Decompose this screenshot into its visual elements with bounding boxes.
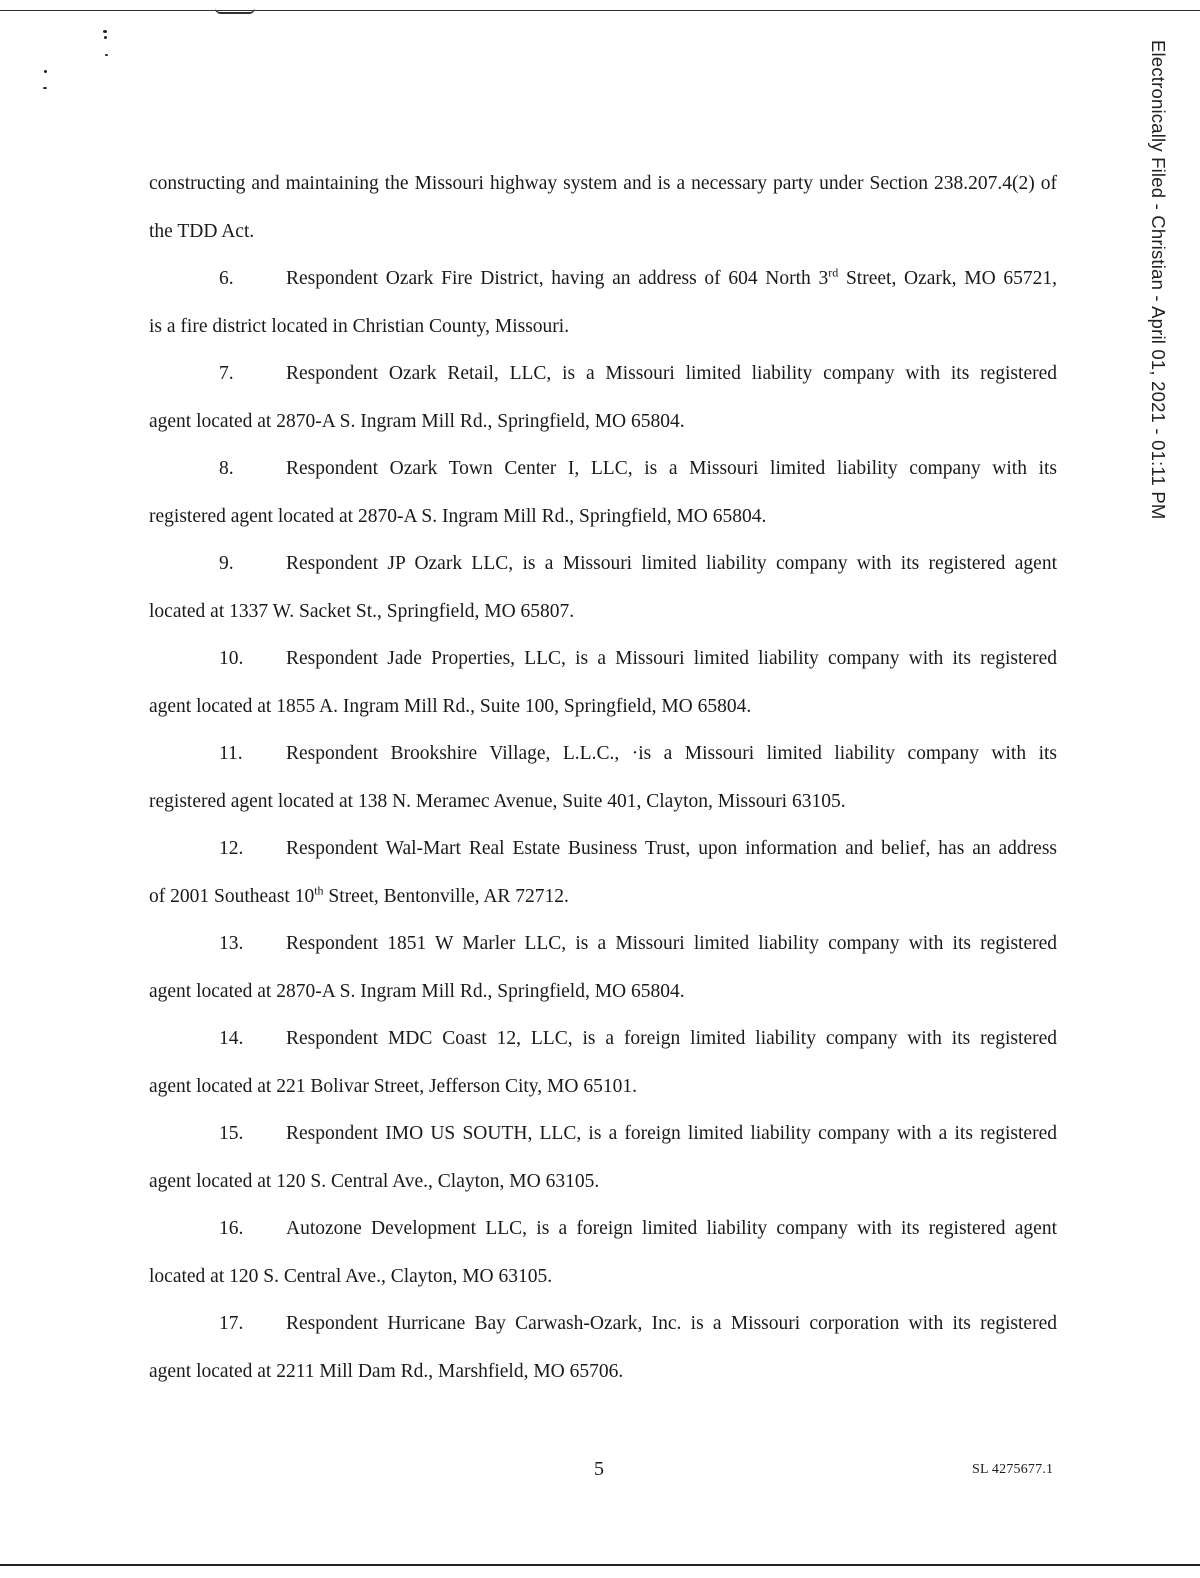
scan-speck <box>43 87 47 89</box>
paragraph-first-line <box>149 1205 1057 1253</box>
paragraph-continuation: agent located at 2870-A S. Ingram Mill Rd., Springfield, MO 65804. <box>149 980 685 1002</box>
paragraph-first-line <box>149 255 1057 303</box>
paragraph-first-line <box>149 730 1057 778</box>
paragraph-9 <box>149 540 1057 635</box>
paragraph-first-line <box>149 635 1057 683</box>
paragraph-number: 15. <box>219 1123 244 1144</box>
paragraph-11 <box>149 730 1057 825</box>
paragraph-15 <box>149 1110 1057 1205</box>
paragraph-continuation: agent located at 1855 A. Ingram Mill Rd., Suite 100, Springfield, MO 65804. <box>149 695 752 717</box>
scan-speck <box>105 54 108 56</box>
paragraph-number: 14. <box>219 1028 244 1049</box>
paragraph-continuation: agent located at 2211 Mill Dam Rd., Marshfield, MO 65706. <box>149 1360 624 1382</box>
paragraph-continuation: agent located at 221 Bolivar Street, Jefferson City, MO 65101. <box>149 1075 637 1097</box>
paragraph-first-line <box>149 1015 1057 1063</box>
paragraph-10 <box>149 635 1057 730</box>
scan-speck <box>44 70 47 73</box>
paragraph-continuation: agent located at 120 S. Central Ave., Clayton, MO 63105. <box>149 1170 600 1192</box>
intro-line-1: constructing and maintaining the Missouri highway system and is a necessary party under Section 238.207.4(2) <box>149 173 1035 194</box>
paragraph-text: Respondent Brookshire Village, L.L.C., ·is a Missouri limited liability company with its <box>286 743 1057 764</box>
paragraph-14 <box>149 1015 1057 1110</box>
document-body <box>149 160 1057 1395</box>
paragraph-text: Respondent 1851 W Marler LLC, is a Missouri limited liability company with its registered <box>286 933 1057 954</box>
electronic-filing-stamp: Electronically Filed - Christian - April 01, 2021 - 01:11 PM <box>1148 40 1169 520</box>
paragraph-first-line <box>149 1300 1057 1348</box>
paragraph-first-line <box>149 540 1057 588</box>
paragraph-first-line <box>149 1110 1057 1158</box>
paragraph-first-line <box>149 825 1057 873</box>
document-id: SL 4275677.1 <box>972 1462 1054 1477</box>
paragraph-number: 6. <box>219 268 234 289</box>
paragraph-number: 11. <box>219 743 243 764</box>
paragraph-7 <box>149 350 1057 445</box>
paragraph-text: Autozone Development LLC, is a foreign limited liability company with its registered agent <box>286 1218 1057 1239</box>
paragraph-continuation: located at 120 S. Central Ave., Clayton, MO 63105. <box>149 1265 553 1287</box>
scan-speck <box>103 30 107 33</box>
paragraph-continuation <box>149 873 1057 921</box>
intro-line-2: of the TDD Act. <box>149 173 1058 242</box>
paragraph-number: 12. <box>219 838 244 859</box>
ordinal-suffix: rd <box>828 265 839 280</box>
paragraph-8 <box>149 445 1057 540</box>
paragraph-first-line <box>149 445 1057 493</box>
paragraph-continuation: is a fire district located in Christian County, Missouri. <box>149 315 570 337</box>
paragraph-text: Respondent Ozark Retail, LLC, is a Missouri limited liability company with its registered <box>286 363 1057 384</box>
paragraph-text: Respondent Ozark Fire District, having an address of 604 North 3 <box>286 268 829 289</box>
bottom-scan-rule <box>0 1564 1200 1566</box>
paragraph-text: Respondent Ozark Town Center I, LLC, is a Missouri limited liability company with its <box>286 458 1057 479</box>
paragraph-text: Respondent IMO US SOUTH, LLC, is a foreign limited liability company with a its registered <box>286 1123 1057 1144</box>
paragraph-text: Respondent Wal-Mart Real Estate Business Trust, upon information and belief, has an address <box>286 838 1057 859</box>
paragraph-number: 10. <box>219 648 244 669</box>
scan-speck <box>104 36 107 39</box>
paragraph-text: Respondent JP Ozark LLC, is a Missouri limited liability company with its registered agent <box>286 553 1057 574</box>
paragraph-17 <box>149 1300 1057 1395</box>
paragraph-6 <box>149 255 1057 350</box>
paragraph-text: Respondent Jade Properties, LLC, is a Missouri limited liability company with its registered <box>286 648 1057 669</box>
paragraph-number: 17. <box>219 1313 244 1334</box>
paragraph-continuation: agent located at 2870-A S. Ingram Mill Rd., Springfield, MO 65804. <box>149 410 685 432</box>
paragraph-text: Respondent Hurricane Bay Carwash-Ozark, Inc. is a Missouri corporation with its registered <box>286 1313 1057 1334</box>
paragraph-continuation: located at 1337 W. Sacket St., Springfield, MO 65807. <box>149 600 575 622</box>
paragraph-first-line <box>149 920 1057 968</box>
paragraph-number: 16. <box>219 1218 244 1239</box>
paragraph-13 <box>149 920 1057 1015</box>
paragraph-12 <box>149 825 1057 920</box>
paragraph-number: 13. <box>219 933 244 954</box>
paragraph-continuation: registered agent located at 138 N. Meramec Avenue, Suite 401, Clayton, Missouri 63105. <box>149 790 846 812</box>
ordinal-suffix: th <box>314 883 324 897</box>
top-rule-notch <box>215 8 255 14</box>
paragraph-number: 7. <box>219 363 234 384</box>
paragraph-number: 9. <box>219 553 234 574</box>
paragraph-text: Respondent MDC Coast 12, LLC, is a foreign limited liability company with its registered <box>286 1028 1057 1049</box>
page-number: 5 <box>594 1458 604 1480</box>
paragraph-text: of 2001 Southeast 10 <box>149 885 315 907</box>
intro-continuation <box>149 160 1057 255</box>
paragraph-continuation: registered agent located at 2870-A S. Ingram Mill Rd., Springfield, MO 65804. <box>149 505 767 527</box>
paragraph-first-line <box>149 350 1057 398</box>
paragraph-text: Street, Bentonville, AR 72712. <box>323 885 569 907</box>
paragraph-text: Street, Ozark, MO 65721, <box>838 268 1057 289</box>
paragraph-16 <box>149 1205 1057 1300</box>
paragraph-number: 8. <box>219 458 234 479</box>
top-scan-rule <box>0 10 1200 11</box>
